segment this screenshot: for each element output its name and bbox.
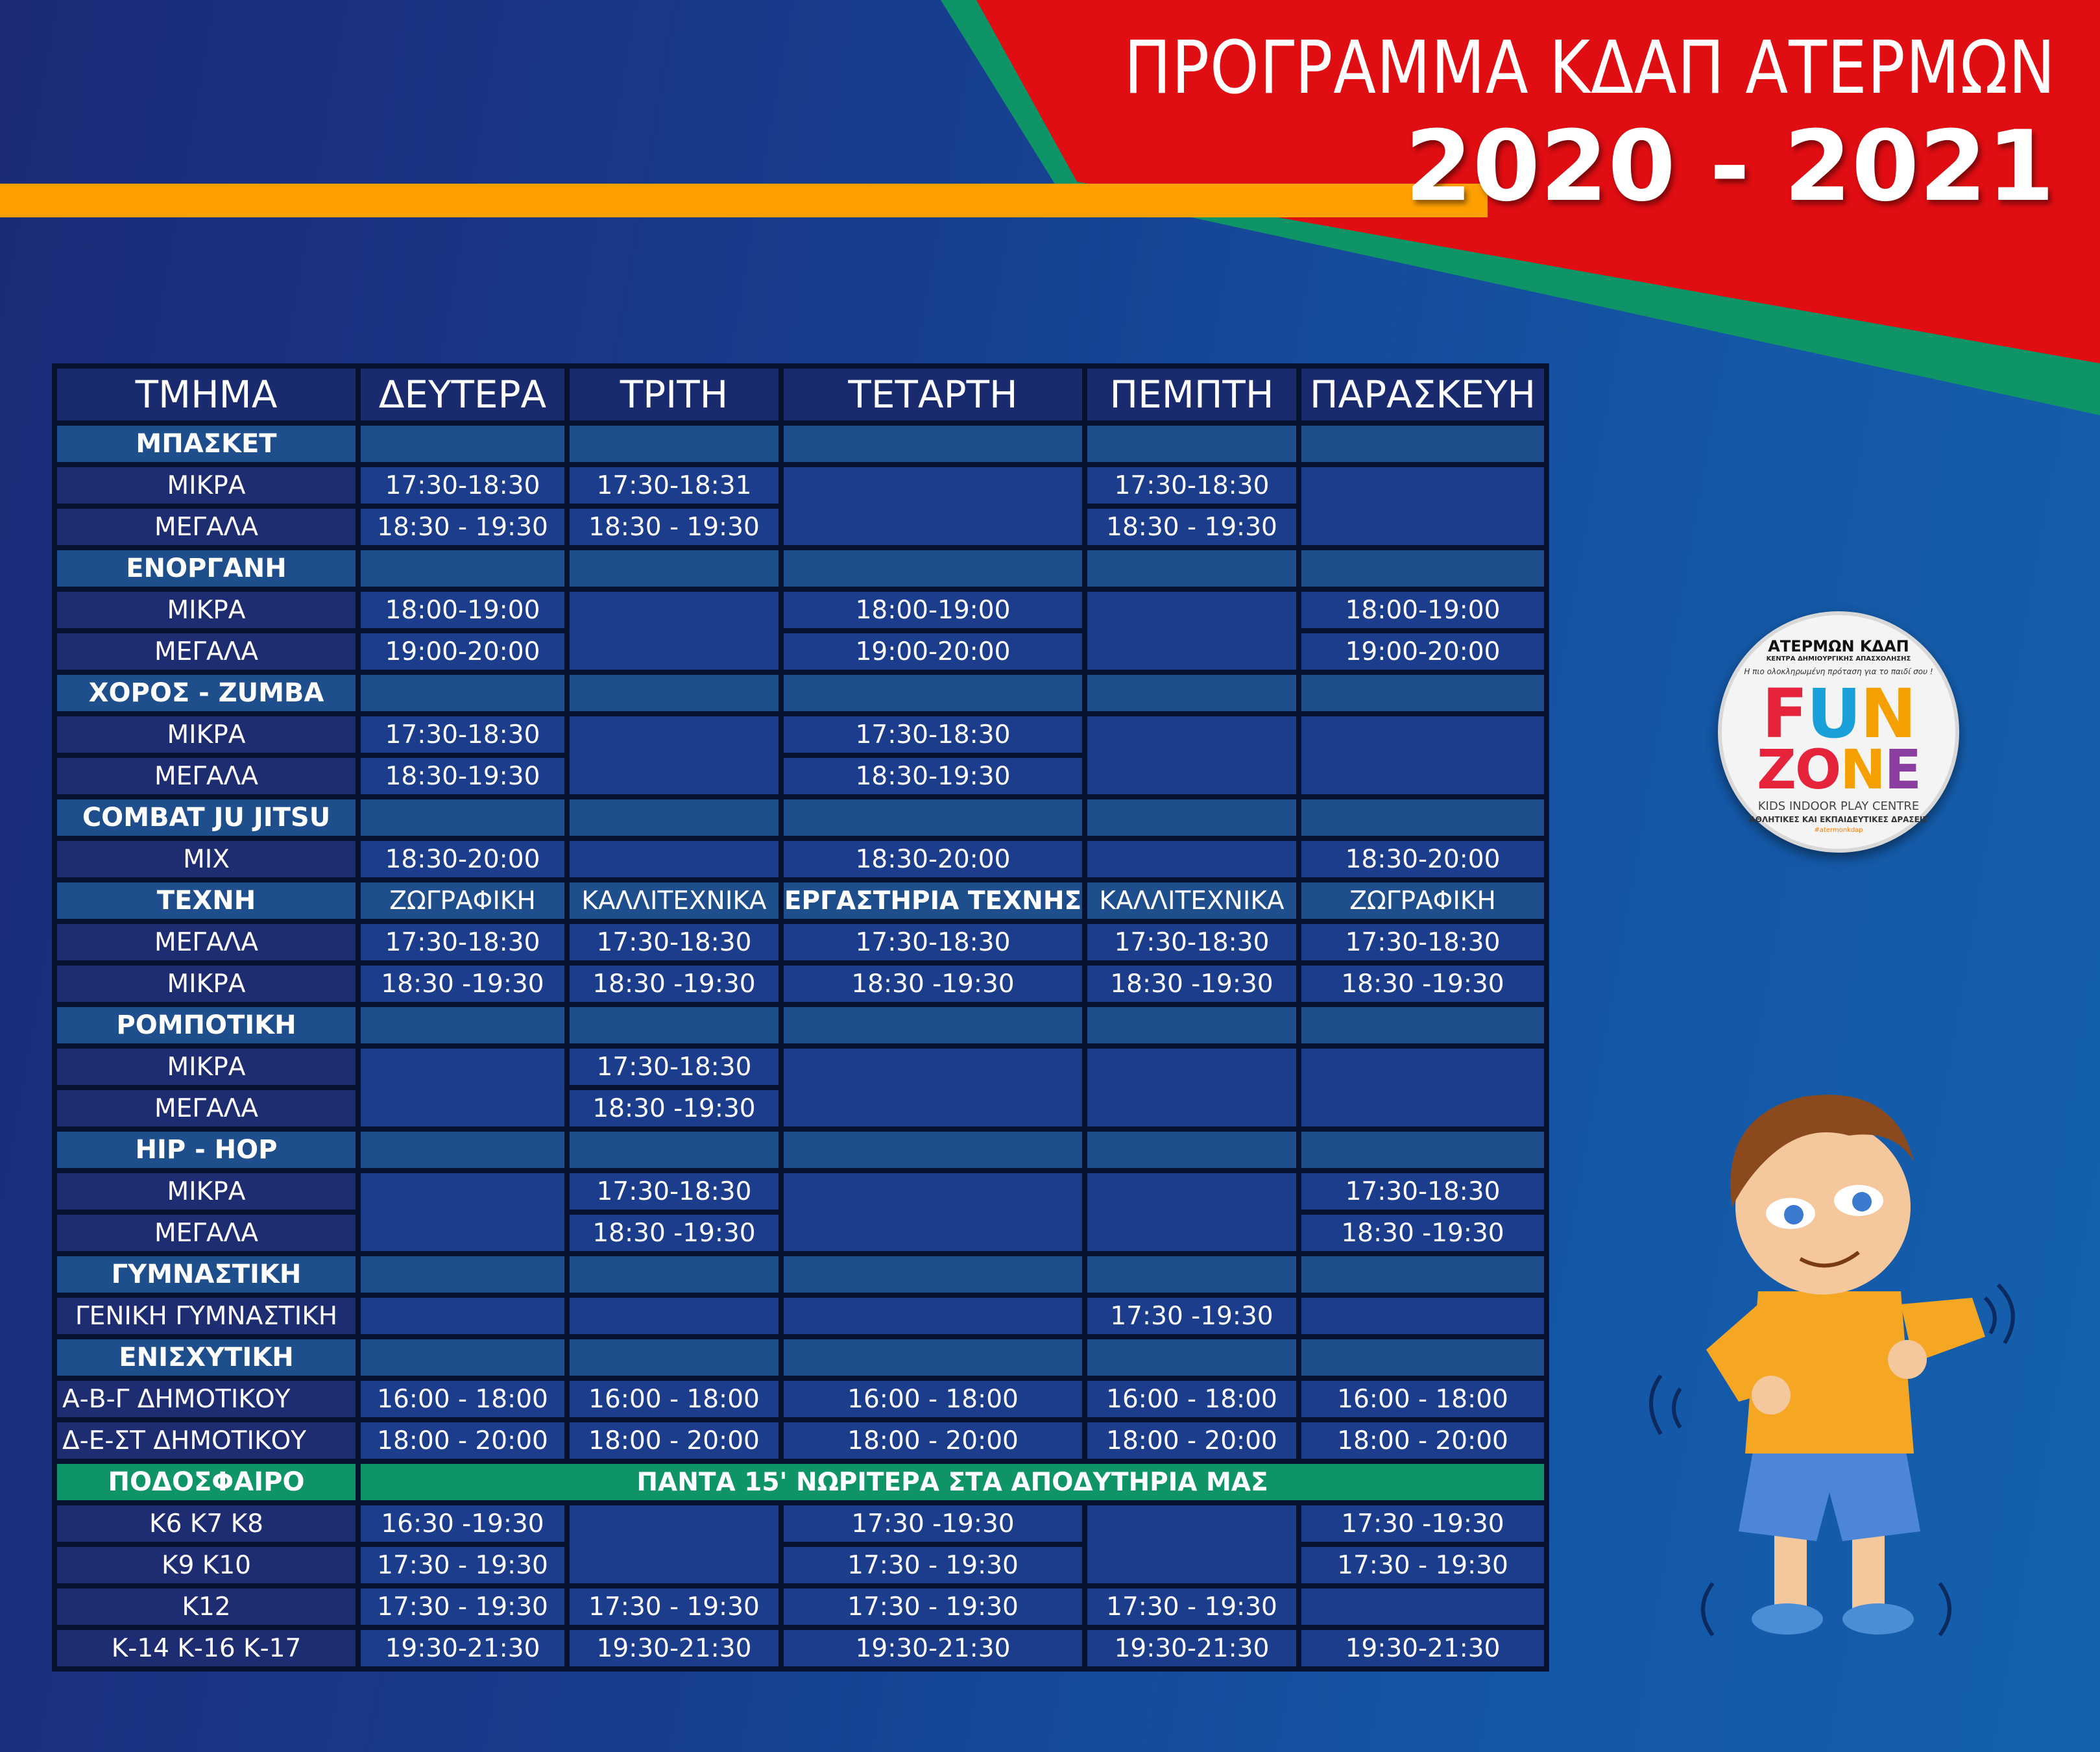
cell-tuesday: 17:30-18:31 — [570, 467, 778, 504]
football-note: ΠΑΝΤΑ 15' ΝΩΡΙΤΕΡΑ ΣΤΑ ΑΠΟΔΥΤΗΡΙΑ ΜΑΣ — [361, 1464, 1544, 1500]
cell-tuesday: 18:30 -19:30 — [570, 1090, 778, 1126]
cell-friday: 18:30-20:00 — [1301, 841, 1544, 877]
logo-line-1: ΑΤΕΡΜΩΝ ΚΔΑΠ — [1768, 637, 1909, 655]
orange-bar — [0, 184, 1488, 217]
table-row — [57, 1173, 1544, 1210]
cell-thursday — [1087, 1173, 1296, 1251]
dancing-kid-illustration — [1635, 1012, 2050, 1661]
cell-monday: 19:00-20:00 — [361, 633, 564, 670]
cell-tuesday: 16:00 - 18:00 — [570, 1381, 778, 1417]
cell-monday: 18:30-19:30 — [361, 758, 564, 794]
cell-monday: 18:30 - 19:30 — [361, 509, 564, 545]
table-row — [57, 1381, 1544, 1417]
cell-friday — [1301, 1298, 1544, 1334]
cell-monday: 18:00-19:00 — [361, 592, 564, 628]
section-combat — [57, 799, 1544, 836]
row-label: ΜΙΚΡΑ — [57, 1173, 356, 1210]
section-title: ΠΟΔΟΣΦΑΙΡΟ — [57, 1464, 356, 1500]
cell-monday: 17:30 - 19:30 — [361, 1588, 564, 1625]
cell-tuesday: ΚΑΛΛΙΤΕΧΝΙΚΑ — [570, 882, 778, 919]
cell-thursday — [1087, 1049, 1296, 1126]
cell-tuesday: 19:30-21:30 — [570, 1630, 778, 1666]
row-label: ΜΙΚΡΑ — [57, 467, 356, 504]
cell-wednesday — [784, 1298, 1082, 1334]
section-techni — [57, 882, 1544, 919]
cell-friday — [1301, 716, 1544, 794]
cell-tuesday — [570, 592, 778, 670]
cell-wednesday: 18:00 - 20:00 — [784, 1422, 1082, 1459]
page-year: 2020 - 2021 — [1405, 110, 2055, 223]
cell-monday: 17:30 - 19:30 — [361, 1547, 564, 1583]
cell-wednesday: 18:30-20:00 — [784, 841, 1082, 877]
cell-monday: ΖΩΓΡΑΦΙΚΗ — [361, 882, 564, 919]
fun-zone-logo — [1718, 611, 1959, 853]
cell-tuesday — [570, 1298, 778, 1334]
cell-friday: 18:30 -19:30 — [1301, 966, 1544, 1002]
cell-thursday — [1087, 1505, 1296, 1583]
cell-thursday: 17:30 - 19:30 — [1087, 1588, 1296, 1625]
header-row — [57, 369, 1544, 420]
cell-monday: 18:30-20:00 — [361, 841, 564, 877]
cell-friday: 18:00 - 20:00 — [1301, 1422, 1544, 1459]
cell-thursday: 17:30 -19:30 — [1087, 1298, 1296, 1334]
cell-tuesday: 18:00 - 20:00 — [570, 1422, 778, 1459]
cell-thursday: 16:00 - 18:00 — [1087, 1381, 1296, 1417]
section-title: ΜΠΑΣΚΕΤ — [57, 426, 356, 462]
cell-wednesday: 17:30 -19:30 — [784, 1505, 1082, 1542]
logo-line-2: ΚΕΝΤΡΑ ΔΗΜΙΟΥΡΓΙΚΗΣ ΑΠΑΣΧΟΛΗΣΗΣ — [1766, 655, 1911, 663]
table-row — [57, 1630, 1544, 1666]
row-label: ΓΕΝΙΚΗ ΓΥΜΝΑΣΤΙΚΗ — [57, 1298, 356, 1334]
row-label: Κ6 Κ7 Κ8 — [57, 1505, 356, 1542]
cell-wednesday: 18:30-19:30 — [784, 758, 1082, 794]
cell-thursday: ΚΑΛΛΙΤΕΧΝΙΚΑ — [1087, 882, 1296, 919]
row-label: ΜΕΓΑΛΑ — [57, 758, 356, 794]
cell-tuesday: 18:30 -19:30 — [570, 966, 778, 1002]
table-row — [57, 841, 1544, 877]
cell-wednesday: 17:30-18:30 — [784, 716, 1082, 753]
cell-tuesday: 17:30-18:30 — [570, 924, 778, 960]
cell-wednesday: 17:30 - 19:30 — [784, 1547, 1082, 1583]
section-basket — [57, 426, 1544, 462]
section-title: ΕΝΟΡΓΑΝΗ — [57, 550, 356, 587]
header-thursday: ΠΕΜΠΤΗ — [1087, 369, 1296, 420]
cell-tuesday: 17:30-18:30 — [570, 1049, 778, 1085]
row-label: ΜΙΚΡΑ — [57, 1049, 356, 1085]
logo-fun-word: FUN — [1761, 674, 1916, 753]
cell-friday: 16:00 - 18:00 — [1301, 1381, 1544, 1417]
header-department: ΤΜΗΜΑ — [57, 369, 356, 420]
row-label: ΜΕΓΑΛΑ — [57, 633, 356, 670]
cell-tuesday: 18:30 - 19:30 — [570, 509, 778, 545]
logo-line-5: ΑΘΛΗΤΙΚΕΣ ΚΑΙ ΕΚΠΑΙΔΕΥΤΙΚΕΣ ΔΡΑΣΕΙΣ — [1749, 815, 1928, 824]
section-title: COMBAT JU JITSU — [57, 799, 356, 836]
row-label: ΜΕΓΑΛΑ — [57, 1215, 356, 1251]
cell-wednesday — [784, 1049, 1082, 1126]
cell-wednesday: 18:30 -19:30 — [784, 966, 1082, 1002]
cell-wednesday: 16:00 - 18:00 — [784, 1381, 1082, 1417]
cell-monday: 16:00 - 18:00 — [361, 1381, 564, 1417]
cell-thursday: 19:30-21:30 — [1087, 1630, 1296, 1666]
cell-tuesday: 17:30 - 19:30 — [570, 1588, 778, 1625]
row-label: ΜΕΓΑΛΑ — [57, 924, 356, 960]
table-row — [57, 924, 1544, 960]
cell-monday: 17:30-18:30 — [361, 716, 564, 753]
cell-thursday: 18:30 -19:30 — [1087, 966, 1296, 1002]
row-label: Κ-14 Κ-16 Κ-17 — [57, 1630, 356, 1666]
cell-friday: 17:30-18:30 — [1301, 1173, 1544, 1210]
table-row — [57, 1049, 1544, 1085]
table-row — [57, 1588, 1544, 1625]
section-title: ΓΥΜΝΑΣΤΙΚΗ — [57, 1256, 356, 1293]
cell-tuesday — [570, 1505, 778, 1583]
cell-friday — [1301, 467, 1544, 545]
cell-wednesday — [784, 1173, 1082, 1251]
cell-wednesday: 18:00-19:00 — [784, 592, 1082, 628]
cell-tuesday — [570, 716, 778, 794]
cell-monday: 16:30 -19:30 — [361, 1505, 564, 1542]
cell-friday: 19:30-21:30 — [1301, 1630, 1544, 1666]
logo-hashtag: #atermonkdap — [1814, 827, 1863, 834]
section-football — [57, 1464, 1544, 1500]
cell-friday: 18:30 -19:30 — [1301, 1215, 1544, 1251]
cell-friday: 17:30 - 19:30 — [1301, 1547, 1544, 1583]
cell-monday — [361, 1049, 564, 1126]
row-label: ΜΕΓΑΛΑ — [57, 509, 356, 545]
section-title: ΡΟΜΠΟΤΙΚΗ — [57, 1007, 356, 1043]
cell-monday: 17:30-18:30 — [361, 467, 564, 504]
row-label: ΜΙΚΡΑ — [57, 716, 356, 753]
cell-wednesday: 17:30-18:30 — [784, 924, 1082, 960]
header-friday: ΠΑΡΑΣΚΕΥΗ — [1301, 369, 1544, 420]
table-row — [57, 1422, 1544, 1459]
header-wednesday: ΤΕΤΑΡΤΗ — [784, 369, 1082, 420]
cell-friday — [1301, 1588, 1544, 1625]
cell-friday: 17:30-18:30 — [1301, 924, 1544, 960]
cell-tuesday — [570, 841, 778, 877]
cell-thursday — [1087, 592, 1296, 670]
cell-thursday: 18:00 - 20:00 — [1087, 1422, 1296, 1459]
table-row — [57, 633, 1544, 670]
cell-friday — [1301, 1049, 1544, 1126]
row-label: Κ12 — [57, 1588, 356, 1625]
section-title: ΕΝΙΣΧΥΤΙΚΗ — [57, 1339, 356, 1376]
cell-tuesday: 17:30-18:30 — [570, 1173, 778, 1210]
cell-monday — [361, 1173, 564, 1251]
page-title: ΠΡΟΓΡΑΜΜΑ ΚΔΑΠ ΑΤΕΡΜΩΝ — [1124, 26, 2056, 110]
cell-thursday — [1087, 716, 1296, 794]
section-title: ΧΟΡΟΣ - ZUMBA — [57, 675, 356, 711]
cell-thursday — [1087, 841, 1296, 877]
cell-friday: 19:00-20:00 — [1301, 633, 1544, 670]
table-row — [57, 1505, 1544, 1542]
cell-monday: 17:30-18:30 — [361, 924, 564, 960]
cell-friday: 18:00-19:00 — [1301, 592, 1544, 628]
logo-line-4: KIDS INDOOR PLAY CENTRE — [1757, 799, 1920, 813]
schedule-table — [52, 363, 1549, 1672]
cell-wednesday — [784, 467, 1082, 545]
cell-wednesday: 19:30-21:30 — [784, 1630, 1082, 1666]
cell-monday: 19:30-21:30 — [361, 1630, 564, 1666]
header-tuesday: ΤΡΙΤΗ — [570, 369, 778, 420]
section-enorgani — [57, 550, 1544, 587]
row-label: Κ9 Κ10 — [57, 1547, 356, 1583]
row-label: MIX — [57, 841, 356, 877]
table-row — [57, 966, 1544, 1002]
section-enisxytiki — [57, 1339, 1544, 1376]
section-hiphop — [57, 1132, 1544, 1168]
row-label: ΜΙΚΡΑ — [57, 966, 356, 1002]
logo-tagline: Η πιο ολοκληρωμένη πρόταση για το παιδί σου ! — [1744, 667, 1933, 676]
logo-zone-word: ZONE — [1756, 738, 1921, 801]
cell-friday: ΖΩΓΡΑΦΙΚΗ — [1301, 882, 1544, 919]
cell-monday: 18:00 - 20:00 — [361, 1422, 564, 1459]
row-label: Α-Β-Γ ΔΗΜΟΤΙΚΟΥ — [57, 1381, 356, 1417]
cell-wednesday: 17:30 - 19:30 — [784, 1588, 1082, 1625]
section-title: ΤΕΧΝΗ — [57, 882, 356, 919]
cell-thursday: 17:30-18:30 — [1087, 467, 1296, 504]
cell-monday — [361, 1298, 564, 1334]
row-label: ΜΙΚΡΑ — [57, 592, 356, 628]
header-monday: ΔΕΥΤΕΡΑ — [361, 369, 564, 420]
section-zumba — [57, 675, 1544, 711]
section-gym — [57, 1256, 1544, 1293]
row-label: Δ-Ε-ΣΤ ΔΗΜΟΤΙΚΟΥ — [57, 1422, 356, 1459]
table-row — [57, 1298, 1544, 1334]
cell-thursday: 17:30-18:30 — [1087, 924, 1296, 960]
cell-friday: 17:30 -19:30 — [1301, 1505, 1544, 1542]
table-row — [57, 716, 1544, 753]
row-label: ΜΕΓΑΛΑ — [57, 1090, 356, 1126]
table-row — [57, 1547, 1544, 1583]
cell-monday: 18:30 -19:30 — [361, 966, 564, 1002]
table-row — [57, 467, 1544, 504]
table-row — [57, 592, 1544, 628]
cell-wednesday: 19:00-20:00 — [784, 633, 1082, 670]
cell-tuesday: 18:30 -19:30 — [570, 1215, 778, 1251]
section-title: HIP - HOP — [57, 1132, 356, 1168]
cell-thursday: 18:30 - 19:30 — [1087, 509, 1296, 545]
section-robotics — [57, 1007, 1544, 1043]
cell-wednesday: ΕΡΓΑΣΤΗΡΙΑ ΤΕΧΝΗΣ — [784, 882, 1082, 919]
